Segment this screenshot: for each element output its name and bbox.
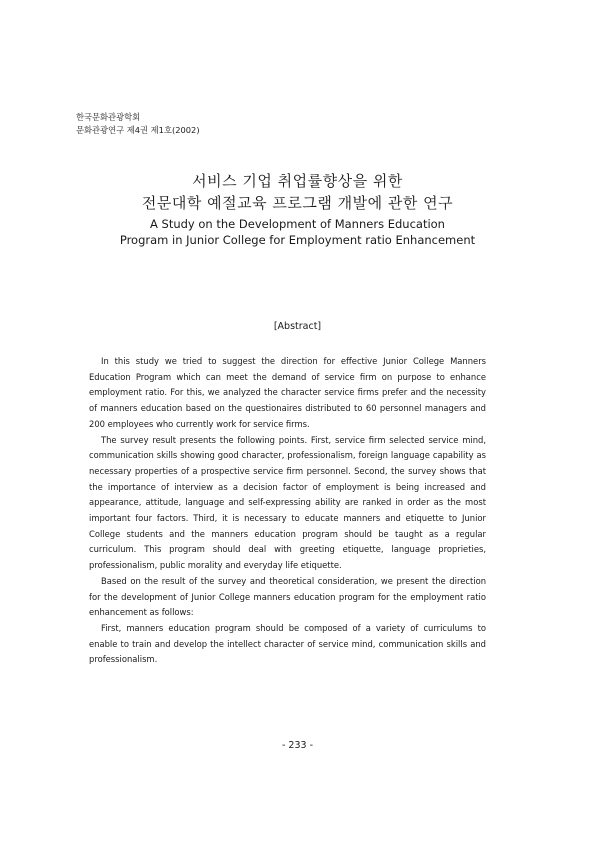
english-title-line-2: Program in Junior College for Employment ratio Enhancement: [119, 233, 476, 247]
society-name: 한국문화관광학회: [76, 112, 141, 122]
journal-header: [76, 111, 200, 137]
abstract-body: [89, 354, 486, 668]
abstract-paragraph: Based on the result of the survey and theoretical consideration, we present the direction for the development of Junior College manners education program for the employment ratio enhancement as follows:: [89, 575, 486, 618]
abstract-paragraph: In this study we tried to suggest the direction for effective Junior College Manners Education Program which can meet the demand of service firm on purpose to enhance employment ratio. For this, we analyzed the character service firms prefer and the necessity of manners education based on the questionaires distributed to 60 personnel managers and 200 employees who currently work for service firms.: [89, 356, 486, 429]
english-title: [0, 216, 595, 248]
abstract-paragraph: The survey result presents the following points. First, service firm selected service mind, communication skills showing good character, professionalism, foreign language capability as necessary properties of a prospective service firm personnel. Second, the survey shows that the importance of interview as a decision factor of employment is being increased and appearance, attitude, language and self-expressing ability are ranked in order as the most important four factors. Third, it is necessary to educate manners and etiquette to Junior College students and the manners education program should be taught as a regular curriculum. This program should deal with greeting etiquette, language proprieties, professionalism, public morality and everyday life etiquette.: [89, 434, 486, 571]
korean-title-line-2: 전문대학 예절교육 프로그램 개발에 관한 연구: [141, 194, 454, 212]
journal-issue: 문화관광연구 제4권 제1호(2002): [76, 125, 200, 135]
page-number: - 233 -: [281, 740, 314, 751]
english-title-line-1: A Study on the Development of Manners Education: [150, 217, 445, 231]
korean-title-line-1: 서비스 기업 취업률향상을 위한: [192, 172, 403, 190]
abstract-paragraph: First, manners education program should be composed of a variety of curriculums to enable to train and develop the intellect character of service mind, communication skills and professionalism.: [89, 622, 486, 665]
abstract-heading: [Abstract]: [273, 321, 322, 332]
korean-title: [0, 170, 595, 214]
